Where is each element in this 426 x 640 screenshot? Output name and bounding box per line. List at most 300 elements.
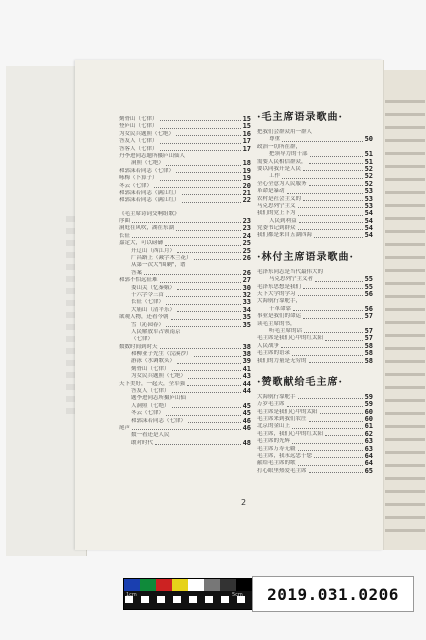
- toc-page-number: 53: [364, 194, 373, 203]
- toc-entry: [257, 431, 373, 438]
- toc-page-number: 19: [242, 174, 251, 183]
- toc-entry: [257, 358, 373, 365]
- dot-leader: [132, 237, 241, 238]
- section-gap: [257, 240, 373, 244]
- toc-entry-title: 答友人（七律）: [119, 138, 158, 145]
- toc-page-number: 65: [364, 466, 373, 475]
- toc-entry: [257, 401, 373, 408]
- toc-page-number: 54: [364, 231, 373, 240]
- toc-page-number: 34: [242, 305, 251, 314]
- toc-entry: [119, 299, 251, 306]
- toc-page-number: 50: [364, 135, 373, 144]
- dot-leader: [303, 170, 363, 171]
- dot-leader: [166, 296, 241, 297]
- toc-page-number: 35: [242, 313, 251, 322]
- toc-page-number: 17: [242, 137, 251, 146]
- dot-leader: [166, 415, 241, 416]
- dot-leader: [176, 172, 241, 173]
- dot-leader: [303, 318, 363, 319]
- toc-entry-title: 洞照（七绝）: [131, 160, 165, 167]
- toc-page-number: 57: [364, 326, 373, 335]
- toc-page-number: 54: [364, 209, 373, 218]
- toc-entry: [119, 440, 251, 447]
- dot-leader: [298, 295, 363, 296]
- dot-leader: [315, 281, 363, 282]
- toc-entry-title: 和郭沫若同志（七律）: [119, 167, 175, 174]
- toc-page-number: 18: [242, 159, 251, 168]
- toc-entry-title: 冬云（七律）: [131, 410, 165, 417]
- toc-page-number: 51: [364, 157, 373, 166]
- toc-page-number: 46: [242, 416, 251, 425]
- toc-entry: [119, 138, 251, 145]
- toc-entry: [257, 232, 373, 239]
- toc-entry: [257, 343, 373, 350]
- toc-entry: [119, 168, 251, 175]
- ruler-label-right: 5cm: [232, 592, 243, 598]
- toc-page-number: 24: [242, 231, 251, 240]
- toc-entry-title: 毛主席是我们心中的红太阳: [257, 335, 324, 342]
- facing-page-text: [385, 100, 425, 540]
- toc-page-number: 44: [242, 387, 251, 396]
- dot-leader: [177, 363, 241, 364]
- dot-leader: [298, 465, 363, 466]
- toc-page-number: 63: [364, 444, 373, 453]
- toc-entry: [257, 173, 373, 180]
- dot-leader: [303, 200, 363, 201]
- toc-entry-title: 尾声: [119, 425, 131, 431]
- toc-page-number: 25: [242, 246, 251, 255]
- toc-page-number: 57: [364, 312, 373, 321]
- toc-page-number: 58: [364, 356, 373, 365]
- dot-leader: [160, 282, 241, 283]
- toc-entry: [257, 424, 373, 431]
- toc-entry-title: 为女民兵题照（七绝）: [131, 373, 187, 380]
- toc-entry-title: 答案: [131, 269, 143, 276]
- toc-entry-title: 冬云（七律）: [119, 182, 153, 189]
- toc-page-number: 58: [364, 349, 373, 358]
- toc-page-number: 15: [242, 114, 251, 123]
- toc-page-number: 62: [364, 429, 373, 438]
- toc-entry-title: 洞庭在风吹，湖在东湖: [119, 225, 175, 232]
- toc-entry: [119, 197, 251, 204]
- dot-leader: [325, 435, 363, 436]
- toc-entry: [119, 233, 251, 240]
- toc-entry: [119, 344, 251, 351]
- toc-entry: [119, 373, 251, 380]
- dot-leader: [132, 222, 241, 223]
- toc-page-number: 53: [364, 187, 373, 196]
- toc-entry-title: 工作: [269, 173, 281, 180]
- toc-entry-title: 需要人民相信群众，: [257, 158, 307, 165]
- toc-page-number: 32: [242, 290, 251, 299]
- page-number: 2: [241, 498, 247, 507]
- toc-right-column: [257, 104, 373, 479]
- toc-page-number: 43: [242, 372, 251, 381]
- toc-entry-title: 答友人（七律）: [131, 388, 170, 395]
- dot-leader: [177, 311, 241, 312]
- toc-entry: [257, 438, 373, 445]
- toc-entry: [257, 298, 373, 305]
- color-swatch-black: [236, 579, 252, 591]
- toc-entry-title: 事业是我们的命运: [257, 313, 302, 320]
- toc-page-number: 48: [242, 438, 251, 447]
- dot-leader: [177, 289, 241, 290]
- toc-page-number: 23: [242, 224, 251, 233]
- toc-page-number: 52: [364, 172, 373, 181]
- toc-subheading: [119, 211, 251, 218]
- toc-entry-title: 献给毛主席的歌: [257, 460, 296, 467]
- toc-entry-title: 人民到利益: [269, 217, 297, 224]
- dot-leader: [188, 422, 241, 423]
- toc-entry-title: 党委书记到群众: [257, 225, 296, 232]
- toc-entry: [119, 336, 251, 343]
- toc-entry-title: 毛泽东思想是我们: [257, 283, 302, 290]
- dot-leader: [287, 406, 363, 407]
- toc-entry: [257, 394, 373, 401]
- toc-entry: [119, 418, 251, 425]
- toc-entry: [119, 116, 251, 123]
- color-swatch-white: [188, 579, 204, 591]
- dot-leader: [298, 450, 363, 451]
- dot-leader: [155, 444, 241, 445]
- toc-entry-title: 长征: [119, 232, 131, 239]
- toc-entry: [257, 225, 373, 232]
- toc-page-number: 63: [364, 437, 373, 446]
- toc-entry-title: 天下美好，一起天，全军强: [119, 380, 186, 387]
- toc-page-number: 61: [364, 422, 373, 431]
- section-heading: ·赞歌献给毛主席·: [257, 376, 343, 388]
- toc-entry: [119, 292, 251, 299]
- toc-entry-title: 敢对时代: [131, 439, 154, 446]
- dot-leader: [310, 156, 363, 157]
- toc-page-number: 38: [242, 342, 251, 351]
- toc-entry-title: 登庐山（七律）: [119, 123, 158, 130]
- toc-entry-title: 广昌路上（减字木兰花）: [131, 255, 192, 262]
- dot-leader: [292, 443, 363, 444]
- toc-entry-title: 把我们会群众用一群人: [257, 128, 313, 135]
- dot-leader: [304, 332, 363, 333]
- dot-leader: [166, 165, 241, 166]
- toc-entry: [119, 277, 251, 284]
- dot-leader: [165, 245, 241, 246]
- toc-page-number: 55: [364, 282, 373, 291]
- toc-entry-title: 打心眼里热爱毛主席: [257, 467, 307, 474]
- color-swatch-dark: [220, 579, 236, 591]
- toc-page-number: 19: [242, 166, 251, 175]
- color-swatch-green: [140, 579, 156, 591]
- toc-entry: [257, 284, 373, 291]
- toc-entry: [257, 136, 373, 143]
- dot-leader: [166, 304, 241, 305]
- dot-leader: [309, 472, 363, 473]
- dot-leader: [309, 362, 363, 363]
- toc-page-number: 56: [364, 290, 373, 299]
- toc-entry-title: 和柳亚子先生（浣溪沙）: [131, 351, 192, 358]
- dot-leader: [299, 222, 363, 223]
- toc-entry-title: 丹李进同志题所摄庐山仙人: [119, 152, 186, 159]
- toc-entry-title: 人洞照（七绝）: [131, 402, 170, 409]
- toc-page-number: 20: [242, 181, 251, 190]
- dot-leader: [188, 378, 241, 379]
- toc-page-number: 45: [242, 409, 251, 418]
- toc-entry: [119, 183, 251, 190]
- toc-entry-title: 北京的金山上: [257, 423, 291, 430]
- toc-entry: [257, 468, 373, 475]
- dot-leader: [309, 163, 363, 164]
- toc-entry-title: 题李进同志所摄庐山仙: [131, 395, 187, 402]
- toc-page-number: 30: [242, 283, 251, 292]
- toc-entry: [119, 240, 251, 247]
- color-swatch-yellow: [172, 579, 188, 591]
- toc-entry: [257, 181, 373, 188]
- toc-entry-title: 听毛主席的话: [269, 327, 303, 334]
- toc-entry-title: 读毛主席的书，: [257, 320, 296, 327]
- toc-page-number: 25: [242, 239, 251, 248]
- toc-entry: [257, 151, 373, 158]
- toc-page-number: 64: [364, 452, 373, 461]
- toc-entry: [119, 131, 251, 138]
- toc-page-number: 23: [242, 217, 251, 226]
- toc-entry: [257, 276, 373, 283]
- toc-entry-title: 数一看还是人民: [131, 432, 170, 439]
- toc-entry-title: 马克思列宁主义者: [269, 276, 314, 283]
- dot-leader: [314, 457, 363, 458]
- dot-leader: [287, 193, 363, 194]
- dot-leader: [176, 135, 241, 136]
- toc-page-number: 39: [242, 357, 251, 366]
- dot-leader: [160, 143, 241, 144]
- toc-page-number: 35: [242, 320, 251, 329]
- toc-page-number: 64: [364, 459, 373, 468]
- toc-page-number: 46: [242, 424, 251, 432]
- scale-ruler: [123, 578, 253, 610]
- toc-entry: [257, 291, 373, 298]
- toc-entry-title: 大海航行靠舵手，: [257, 298, 302, 305]
- dot-leader: [314, 237, 363, 238]
- toc-entry: [257, 129, 373, 136]
- toc-page-number: 44: [242, 379, 251, 388]
- toc-entry-title: 马克思列宁主义: [257, 202, 296, 209]
- toc-entry-title: 天下大学的学习: [257, 291, 296, 298]
- toc-entry-title: 万岁毛主席: [257, 401, 285, 408]
- dot-leader: [298, 207, 363, 208]
- toc-entry-title: 答客人（七律）: [119, 145, 158, 152]
- dot-leader: [176, 230, 241, 231]
- toc-entry: [257, 306, 373, 313]
- toc-entry: [119, 190, 251, 197]
- dot-leader: [172, 370, 241, 371]
- toc-entry-title: 《毛主席诗词交响组歌》: [119, 210, 180, 217]
- toc-entry: [257, 203, 373, 210]
- ruler-label-left: 1cm: [126, 592, 137, 598]
- toc-entry: [257, 328, 373, 335]
- toc-entry-title: 为女民兵题照（七绝）: [119, 130, 175, 137]
- toc-entry: [257, 416, 373, 423]
- toc-page-number: 15: [242, 122, 251, 131]
- toc-entry: [119, 351, 251, 358]
- toc-entry-title: 娄山关（忆秦娥）: [131, 284, 176, 291]
- dot-leader: [160, 180, 241, 181]
- toc-page-number: 27: [242, 276, 251, 285]
- toc-entry: [257, 166, 373, 173]
- dot-leader: [172, 407, 241, 408]
- dot-leader: [160, 128, 241, 129]
- toc-entry-title: 序曲: [119, 218, 131, 225]
- toc-entry: [119, 123, 251, 130]
- toc-entry-title: 和郭沫若同志（满江红）: [119, 189, 180, 196]
- toc-entry: [257, 196, 373, 203]
- dot-leader: [182, 194, 241, 195]
- dot-leader: [171, 319, 241, 320]
- dot-leader: [282, 178, 363, 179]
- toc-entry: [119, 225, 251, 232]
- toc-entry-title: 和郭沫若同志（满江红）: [119, 197, 180, 204]
- toc-entry: [257, 335, 373, 342]
- toc-entry: [119, 314, 251, 321]
- section-heading: ·毛主席语录歌曲·: [257, 112, 343, 123]
- dot-leader: [187, 385, 241, 386]
- toc-entry-title: 刻骨山（七律）: [119, 115, 158, 122]
- toc-entry-title: 和郭不怕远征难: [119, 277, 158, 284]
- toc-entry-title: 和郭沫若同志（七律）: [131, 417, 187, 424]
- toc-entry-title: 雪（沁园春）: [131, 321, 165, 328]
- dot-leader: [320, 413, 363, 414]
- toc-page-number: 55: [364, 275, 373, 284]
- dot-leader: [154, 187, 241, 188]
- dot-leader: [292, 428, 363, 429]
- dot-leader: [132, 429, 241, 430]
- toc-entry-title: 大海航行靠舵手: [257, 393, 296, 400]
- dot-leader: [160, 120, 241, 121]
- toc-entry: [119, 160, 251, 167]
- toc-entry: [119, 322, 251, 329]
- toc-entry-title: 毛主席来到我们农庄: [257, 416, 307, 423]
- toc-entry-title: 我们都是来自五湖四海: [257, 232, 313, 239]
- color-swatch-gray: [204, 579, 220, 591]
- toc-entry: [119, 432, 251, 439]
- toc-entry-title: 数数时间到时天: [119, 343, 158, 350]
- toc-entry-title: 开辽山（西江月）: [131, 247, 176, 254]
- toc-entry: [119, 255, 251, 262]
- dot-leader: [309, 185, 363, 186]
- toc-entry: [257, 159, 373, 166]
- dot-leader: [182, 202, 241, 203]
- toc-entry: [119, 218, 251, 225]
- toc-entry: [119, 403, 251, 410]
- toc-entry: [257, 188, 373, 195]
- toc-page-number: 16: [242, 129, 251, 138]
- color-swatch-blue: [124, 579, 140, 591]
- toc-entry: [119, 381, 251, 388]
- archive-label: [252, 576, 414, 612]
- toc-entry-title: 大庙山（清平乐）: [131, 306, 176, 313]
- toc-page-number: 56: [364, 304, 373, 313]
- toc-entry-title: 毛主席，我们心中的红太阳: [257, 430, 324, 437]
- toc-entry-title: 十六字令三首: [131, 291, 165, 298]
- dot-leader: [303, 288, 363, 289]
- dot-leader: [293, 310, 363, 311]
- toc-entry: [257, 409, 373, 416]
- toc-page-number: 38: [242, 350, 251, 359]
- toc-page-number: 59: [364, 400, 373, 409]
- toc-entry-title: 欲观人物，还看今朝: [119, 314, 169, 321]
- toc-entry: [257, 313, 373, 320]
- toc-entry-title: 毛主席的光辉: [257, 438, 291, 445]
- toc-entry-title: 人民解放军占领南京: [131, 328, 181, 335]
- section-gap: [257, 365, 373, 369]
- toc-entry-title: 把领导力的干部: [269, 151, 308, 158]
- dot-leader: [166, 326, 241, 327]
- toc-entry: [119, 153, 251, 160]
- dot-leader: [292, 355, 363, 356]
- toc-page-number: 41: [242, 364, 251, 373]
- toc-entry-title: （七律）: [131, 336, 154, 343]
- toc-entry-title: 长征（七律）: [131, 299, 165, 306]
- toc-entry: [119, 262, 251, 269]
- toc-page-number: 59: [364, 392, 373, 401]
- dot-leader: [172, 392, 241, 393]
- toc-entry-title: 毛泽东同志是当代最伟大的: [257, 268, 324, 275]
- toc-page-number: 45: [242, 401, 251, 410]
- toc-entry: [257, 453, 373, 460]
- toc-entry-title: 毛主席的语录: [257, 350, 291, 357]
- dot-leader: [160, 348, 241, 349]
- toc-entry-title: 刻骨山（七律）: [131, 365, 170, 372]
- toc-entry-title: 嘉定大，可以磅礴: [119, 240, 164, 247]
- toc-page-number: 57: [364, 334, 373, 343]
- toc-entry: [119, 329, 251, 336]
- toc-entry-title: 人民战争: [257, 342, 280, 349]
- toc-entry: [257, 446, 373, 453]
- dot-leader: [281, 347, 363, 348]
- toc-entry-title: 要以同我开是人民: [257, 165, 302, 172]
- toc-entry: [257, 460, 373, 467]
- dot-leader: [298, 398, 363, 399]
- toc-entry-title: 我们的力量是无穷的: [257, 357, 307, 364]
- facing-page: [378, 70, 426, 550]
- toc-left-column: [119, 116, 251, 447]
- toc-page-number: 54: [364, 216, 373, 225]
- toc-page-number: 52: [364, 164, 373, 173]
- toc-page-number: 26: [242, 268, 251, 277]
- toc-page-number: 17: [242, 144, 251, 153]
- toc-entry: [119, 366, 251, 373]
- toc-page-number: 51: [364, 150, 373, 159]
- toc-entry-title: 毛主席，我永远忠于您: [257, 453, 313, 460]
- section-gap: [257, 475, 373, 479]
- toc-page-number: 60: [364, 407, 373, 416]
- dot-leader: [298, 229, 363, 230]
- dot-leader: [160, 150, 241, 151]
- toc-page-number: 21: [242, 188, 251, 197]
- toc-page-number: 22: [242, 196, 251, 205]
- toc-entry-title: 毛主席是我们心中的太阳: [257, 408, 318, 415]
- toc-entry-title: 农村是社会主义的: [257, 195, 302, 202]
- toc-entry-title: 尊重: [269, 136, 281, 143]
- toc-page-number: 58: [364, 341, 373, 350]
- toc-entry: [257, 350, 373, 357]
- toc-entry-title: 咏梅（卜算子）: [119, 175, 158, 182]
- toc-entry: [119, 425, 251, 432]
- toc-entry: [119, 248, 251, 255]
- toc-entry: [119, 175, 251, 182]
- toc-page-number: 52: [364, 179, 373, 188]
- dot-leader: [325, 340, 363, 341]
- toc-entry-title: 革命是暴动: [257, 188, 285, 195]
- toc-entry-title: 政治一切所在群，: [257, 143, 302, 150]
- toc-entry: [257, 321, 373, 328]
- toc-entry: [257, 269, 373, 276]
